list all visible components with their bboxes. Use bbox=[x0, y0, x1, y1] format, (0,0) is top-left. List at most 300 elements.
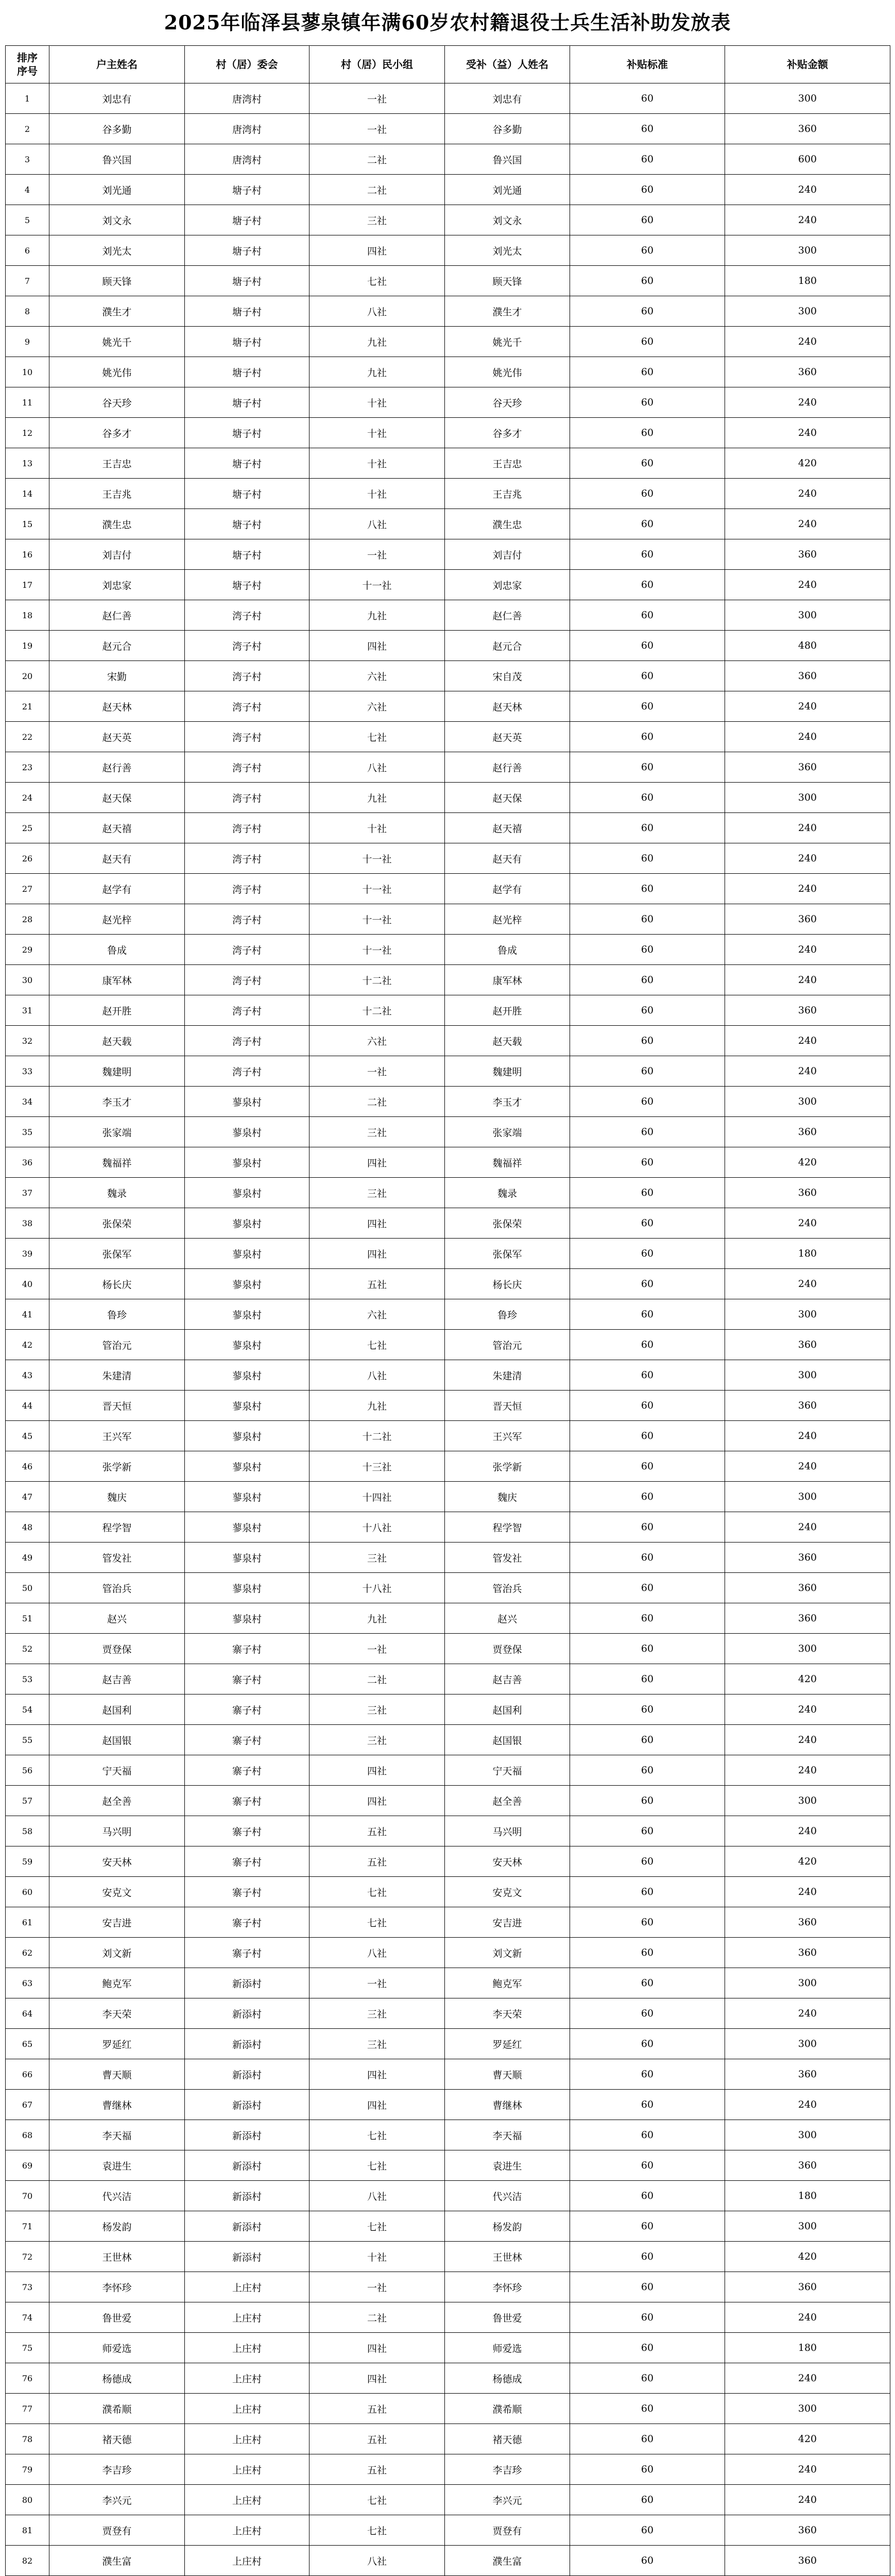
table-row bbox=[6, 1694, 890, 1725]
village-committee-cell: 新添村 bbox=[185, 1968, 309, 1998]
villager-group-cell: 十三社 bbox=[309, 1451, 445, 1482]
table-row bbox=[6, 2211, 890, 2242]
beneficiary-cell: 褚天德 bbox=[445, 2424, 570, 2454]
villager-group-cell: 十一社 bbox=[309, 570, 445, 600]
amount-cell: 240 bbox=[725, 1877, 890, 1907]
seq-cell: 46 bbox=[6, 1451, 49, 1482]
householder-cell: 师爱选 bbox=[49, 2333, 185, 2363]
villager-group-cell: 四社 bbox=[309, 1755, 445, 1786]
beneficiary-cell: 赵天林 bbox=[445, 691, 570, 722]
householder-cell: 刘吉付 bbox=[49, 539, 185, 570]
village-committee-cell: 寨子村 bbox=[185, 1846, 309, 1877]
amount-cell: 360 bbox=[725, 1907, 890, 1938]
village-committee-cell: 蓼泉村 bbox=[185, 1299, 309, 1330]
villager-group-cell: 四社 bbox=[309, 2363, 445, 2394]
standard-cell: 60 bbox=[570, 2211, 725, 2242]
seq-cell: 57 bbox=[6, 1786, 49, 1816]
standard-cell: 60 bbox=[570, 2059, 725, 2090]
householder-cell: 管治兵 bbox=[49, 1573, 185, 1603]
standard-cell: 60 bbox=[570, 1117, 725, 1147]
beneficiary-cell: 罗延红 bbox=[445, 2029, 570, 2059]
village-committee-cell: 寨子村 bbox=[185, 1664, 309, 1694]
villager-group-cell: 八社 bbox=[309, 296, 445, 327]
seq-cell: 5 bbox=[6, 205, 49, 235]
village-committee-cell: 新添村 bbox=[185, 2211, 309, 2242]
seq-cell: 49 bbox=[6, 1543, 49, 1573]
standard-cell: 60 bbox=[570, 995, 725, 1026]
villager-group-cell: 八社 bbox=[309, 2546, 445, 2576]
householder-cell: 刘文新 bbox=[49, 1938, 185, 1968]
table-row bbox=[6, 327, 890, 357]
householder-cell: 濮生富 bbox=[49, 2546, 185, 2576]
villager-group-cell: 二社 bbox=[309, 144, 445, 175]
villager-group-cell: 一社 bbox=[309, 2272, 445, 2302]
seq-cell: 41 bbox=[6, 1299, 49, 1330]
standard-cell: 60 bbox=[570, 418, 725, 448]
beneficiary-cell: 安吉进 bbox=[445, 1907, 570, 1938]
seq-cell: 33 bbox=[6, 1056, 49, 1087]
standard-cell: 60 bbox=[570, 2150, 725, 2181]
beneficiary-cell: 谷多才 bbox=[445, 418, 570, 448]
table-row bbox=[6, 1117, 890, 1147]
standard-cell: 60 bbox=[570, 2272, 725, 2302]
standard-cell: 60 bbox=[570, 1056, 725, 1087]
householder-cell: 魏福祥 bbox=[49, 1147, 185, 1178]
villager-group-cell: 八社 bbox=[309, 1938, 445, 1968]
seq-cell: 50 bbox=[6, 1573, 49, 1603]
village-committee-cell: 蓼泉村 bbox=[185, 1360, 309, 1391]
villager-group-cell: 七社 bbox=[309, 266, 445, 296]
standard-cell: 60 bbox=[570, 2181, 725, 2211]
standard-cell: 60 bbox=[570, 83, 725, 114]
villager-group-cell: 七社 bbox=[309, 2515, 445, 2546]
village-committee-cell: 寨子村 bbox=[185, 1786, 309, 1816]
standard-cell: 60 bbox=[570, 509, 725, 539]
villager-group-cell: 四社 bbox=[309, 631, 445, 661]
village-committee-cell: 湾子村 bbox=[185, 631, 309, 661]
villager-group-cell: 九社 bbox=[309, 783, 445, 813]
village-committee-cell: 湾子村 bbox=[185, 874, 309, 904]
beneficiary-cell: 晋天恒 bbox=[445, 1391, 570, 1421]
amount-cell: 360 bbox=[725, 1330, 890, 1360]
village-committee-cell: 蓼泉村 bbox=[185, 1208, 309, 1239]
standard-cell: 60 bbox=[570, 783, 725, 813]
seq-cell: 36 bbox=[6, 1147, 49, 1178]
village-committee-cell: 湾子村 bbox=[185, 1026, 309, 1056]
amount-cell: 360 bbox=[725, 357, 890, 387]
beneficiary-cell: 杨长庆 bbox=[445, 1269, 570, 1299]
beneficiary-cell: 王世林 bbox=[445, 2242, 570, 2272]
beneficiary-cell: 鲁成 bbox=[445, 935, 570, 965]
beneficiary-cell: 杨德成 bbox=[445, 2363, 570, 2394]
seq-cell: 26 bbox=[6, 843, 49, 874]
householder-cell: 安克文 bbox=[49, 1877, 185, 1907]
table-row bbox=[6, 2485, 890, 2515]
beneficiary-cell: 魏录 bbox=[445, 1178, 570, 1208]
amount-cell: 300 bbox=[725, 1360, 890, 1391]
village-committee-cell: 上庄村 bbox=[185, 2363, 309, 2394]
village-committee-cell: 湾子村 bbox=[185, 935, 309, 965]
standard-cell: 60 bbox=[570, 570, 725, 600]
amount-cell: 420 bbox=[725, 2424, 890, 2454]
table-row bbox=[6, 509, 890, 539]
seq-cell: 42 bbox=[6, 1330, 49, 1360]
householder-cell: 宁天福 bbox=[49, 1755, 185, 1786]
householder-cell: 马兴明 bbox=[49, 1816, 185, 1846]
village-committee-cell: 蓼泉村 bbox=[185, 1147, 309, 1178]
standard-cell: 60 bbox=[570, 1907, 725, 1938]
householder-cell: 安天林 bbox=[49, 1846, 185, 1877]
table-row bbox=[6, 2515, 890, 2546]
beneficiary-cell: 管治兵 bbox=[445, 1573, 570, 1603]
standard-cell: 60 bbox=[570, 1330, 725, 1360]
amount-cell: 360 bbox=[725, 114, 890, 144]
householder-cell: 晋天恒 bbox=[49, 1391, 185, 1421]
table-row bbox=[6, 1208, 890, 1239]
beneficiary-cell: 姚光伟 bbox=[445, 357, 570, 387]
householder-cell: 濮希顺 bbox=[49, 2394, 185, 2424]
village-committee-cell: 塘子村 bbox=[185, 509, 309, 539]
amount-cell: 180 bbox=[725, 2181, 890, 2211]
table-row bbox=[6, 1968, 890, 1998]
seq-cell: 76 bbox=[6, 2363, 49, 2394]
amount-cell: 360 bbox=[725, 1543, 890, 1573]
householder-cell: 刘文永 bbox=[49, 205, 185, 235]
table-row bbox=[6, 1543, 890, 1573]
village-committee-cell: 寨子村 bbox=[185, 1877, 309, 1907]
householder-cell: 赵天保 bbox=[49, 783, 185, 813]
villager-group-cell: 七社 bbox=[309, 2120, 445, 2150]
village-committee-cell: 蓼泉村 bbox=[185, 1178, 309, 1208]
standard-cell: 60 bbox=[570, 1026, 725, 1056]
seq-cell: 31 bbox=[6, 995, 49, 1026]
seq-cell: 27 bbox=[6, 874, 49, 904]
beneficiary-cell: 朱建清 bbox=[445, 1360, 570, 1391]
householder-cell: 顾天锋 bbox=[49, 266, 185, 296]
seq-cell: 1 bbox=[6, 83, 49, 114]
seq-cell: 45 bbox=[6, 1421, 49, 1451]
beneficiary-cell: 张保荣 bbox=[445, 1208, 570, 1239]
table-row bbox=[6, 418, 890, 448]
beneficiary-cell: 赵天有 bbox=[445, 843, 570, 874]
amount-cell: 240 bbox=[725, 722, 890, 752]
beneficiary-cell: 鲁世爱 bbox=[445, 2302, 570, 2333]
villager-group-cell: 三社 bbox=[309, 1178, 445, 1208]
standard-cell: 60 bbox=[570, 539, 725, 570]
table-row bbox=[6, 387, 890, 418]
seq-cell: 55 bbox=[6, 1725, 49, 1755]
village-committee-cell: 蓼泉村 bbox=[185, 1391, 309, 1421]
seq-cell: 63 bbox=[6, 1968, 49, 1998]
table-row bbox=[6, 1087, 890, 1117]
beneficiary-cell: 李怀珍 bbox=[445, 2272, 570, 2302]
table-row bbox=[6, 752, 890, 783]
villager-group-cell: 二社 bbox=[309, 2302, 445, 2333]
village-committee-cell: 蓼泉村 bbox=[185, 1543, 309, 1573]
village-committee-cell: 蓼泉村 bbox=[185, 1603, 309, 1634]
beneficiary-cell: 刘文永 bbox=[445, 205, 570, 235]
villager-group-cell: 一社 bbox=[309, 539, 445, 570]
table-row bbox=[6, 205, 890, 235]
amount-cell: 300 bbox=[725, 1786, 890, 1816]
table-row bbox=[6, 2546, 890, 2576]
householder-cell: 谷天珍 bbox=[49, 387, 185, 418]
standard-cell: 60 bbox=[570, 1391, 725, 1421]
householder-cell: 赵行善 bbox=[49, 752, 185, 783]
seq-cell: 70 bbox=[6, 2181, 49, 2211]
beneficiary-cell: 赵天英 bbox=[445, 722, 570, 752]
beneficiary-cell: 赵开胜 bbox=[445, 995, 570, 1026]
villager-group-cell: 五社 bbox=[309, 2394, 445, 2424]
table-row bbox=[6, 2150, 890, 2181]
beneficiary-cell: 曹天顺 bbox=[445, 2059, 570, 2090]
villager-group-cell: 四社 bbox=[309, 2333, 445, 2363]
beneficiary-cell: 李天荣 bbox=[445, 1998, 570, 2029]
standard-cell: 60 bbox=[570, 843, 725, 874]
villager-group-cell: 六社 bbox=[309, 1299, 445, 1330]
table-row bbox=[6, 2029, 890, 2059]
villager-group-cell: 八社 bbox=[309, 509, 445, 539]
householder-cell: 濮生忠 bbox=[49, 509, 185, 539]
standard-cell: 60 bbox=[570, 2120, 725, 2150]
beneficiary-cell: 贾登保 bbox=[445, 1634, 570, 1664]
table-row bbox=[6, 1512, 890, 1543]
seq-cell: 47 bbox=[6, 1482, 49, 1512]
village-committee-cell: 塘子村 bbox=[185, 327, 309, 357]
beneficiary-cell: 濮生才 bbox=[445, 296, 570, 327]
amount-cell: 360 bbox=[725, 539, 890, 570]
standard-cell: 60 bbox=[570, 2394, 725, 2424]
village-committee-cell: 蓼泉村 bbox=[185, 1269, 309, 1299]
householder-cell: 曹天顺 bbox=[49, 2059, 185, 2090]
villager-group-cell: 七社 bbox=[309, 722, 445, 752]
table-row bbox=[6, 1421, 890, 1451]
householder-cell: 赵天英 bbox=[49, 722, 185, 752]
amount-cell: 240 bbox=[725, 2090, 890, 2120]
amount-cell: 300 bbox=[725, 1634, 890, 1664]
villager-group-cell: 十二社 bbox=[309, 965, 445, 995]
beneficiary-cell: 谷天珍 bbox=[445, 387, 570, 418]
seq-cell: 73 bbox=[6, 2272, 49, 2302]
amount-cell: 240 bbox=[725, 387, 890, 418]
table-header-row bbox=[6, 46, 890, 83]
villager-group-cell: 二社 bbox=[309, 1664, 445, 1694]
table-row bbox=[6, 1907, 890, 1938]
amount-cell: 360 bbox=[725, 1178, 890, 1208]
table-row bbox=[6, 1299, 890, 1330]
amount-cell: 300 bbox=[725, 2120, 890, 2150]
villager-group-cell: 十社 bbox=[309, 2242, 445, 2272]
table-row bbox=[6, 296, 890, 327]
standard-cell: 60 bbox=[570, 1664, 725, 1694]
amount-cell: 240 bbox=[725, 1269, 890, 1299]
table-row bbox=[6, 2302, 890, 2333]
householder-cell: 鲁世爱 bbox=[49, 2302, 185, 2333]
villager-group-cell: 十一社 bbox=[309, 874, 445, 904]
village-committee-cell: 塘子村 bbox=[185, 235, 309, 266]
amount-cell: 240 bbox=[725, 418, 890, 448]
householder-cell: 程学智 bbox=[49, 1512, 185, 1543]
seq-cell: 30 bbox=[6, 965, 49, 995]
villager-group-cell: 三社 bbox=[309, 1694, 445, 1725]
header-villager-group: 村（居）民小组 bbox=[309, 46, 445, 83]
seq-cell: 38 bbox=[6, 1208, 49, 1239]
village-committee-cell: 蓼泉村 bbox=[185, 1239, 309, 1269]
table-row bbox=[6, 2394, 890, 2424]
table-row bbox=[6, 1391, 890, 1421]
table-row bbox=[6, 1603, 890, 1634]
table-row bbox=[6, 114, 890, 144]
table-row bbox=[6, 2090, 890, 2120]
seq-cell: 29 bbox=[6, 935, 49, 965]
villager-group-cell: 十一社 bbox=[309, 935, 445, 965]
seq-cell: 7 bbox=[6, 266, 49, 296]
village-committee-cell: 塘子村 bbox=[185, 539, 309, 570]
amount-cell: 240 bbox=[725, 479, 890, 509]
villager-group-cell: 三社 bbox=[309, 1543, 445, 1573]
standard-cell: 60 bbox=[570, 661, 725, 691]
villager-group-cell: 二社 bbox=[309, 175, 445, 205]
seq-cell: 71 bbox=[6, 2211, 49, 2242]
householder-cell: 濮生才 bbox=[49, 296, 185, 327]
villager-group-cell: 十八社 bbox=[309, 1573, 445, 1603]
seq-cell: 66 bbox=[6, 2059, 49, 2090]
seq-cell: 28 bbox=[6, 904, 49, 935]
standard-cell: 60 bbox=[570, 448, 725, 479]
amount-cell: 360 bbox=[725, 1573, 890, 1603]
householder-cell: 安吉进 bbox=[49, 1907, 185, 1938]
householder-cell: 管发社 bbox=[49, 1543, 185, 1573]
seq-cell: 59 bbox=[6, 1846, 49, 1877]
table-row bbox=[6, 661, 890, 691]
village-committee-cell: 蓼泉村 bbox=[185, 1117, 309, 1147]
standard-cell: 60 bbox=[570, 1482, 725, 1512]
table-row bbox=[6, 965, 890, 995]
village-committee-cell: 湾子村 bbox=[185, 813, 309, 843]
amount-cell: 360 bbox=[725, 995, 890, 1026]
table-row bbox=[6, 874, 890, 904]
standard-cell: 60 bbox=[570, 965, 725, 995]
seq-cell: 16 bbox=[6, 539, 49, 570]
standard-cell: 60 bbox=[570, 1694, 725, 1725]
table-row bbox=[6, 1239, 890, 1269]
amount-cell: 240 bbox=[725, 935, 890, 965]
table-row bbox=[6, 479, 890, 509]
table-row bbox=[6, 2181, 890, 2211]
seq-cell: 62 bbox=[6, 1938, 49, 1968]
village-committee-cell: 新添村 bbox=[185, 2090, 309, 2120]
table-row bbox=[6, 783, 890, 813]
seq-cell: 14 bbox=[6, 479, 49, 509]
householder-cell: 康军林 bbox=[49, 965, 185, 995]
householder-cell: 姚光千 bbox=[49, 327, 185, 357]
village-committee-cell: 湾子村 bbox=[185, 995, 309, 1026]
villager-group-cell: 五社 bbox=[309, 1816, 445, 1846]
villager-group-cell: 二社 bbox=[309, 1087, 445, 1117]
village-committee-cell: 湾子村 bbox=[185, 843, 309, 874]
householder-cell: 赵学有 bbox=[49, 874, 185, 904]
standard-cell: 60 bbox=[570, 114, 725, 144]
seq-cell: 81 bbox=[6, 2515, 49, 2546]
standard-cell: 60 bbox=[570, 2302, 725, 2333]
header-beneficiary: 受补（益）人姓名 bbox=[445, 46, 570, 83]
beneficiary-cell: 宋自茂 bbox=[445, 661, 570, 691]
amount-cell: 420 bbox=[725, 1846, 890, 1877]
standard-cell: 60 bbox=[570, 1360, 725, 1391]
seq-cell: 61 bbox=[6, 1907, 49, 1938]
villager-group-cell: 四社 bbox=[309, 2059, 445, 2090]
villager-group-cell: 三社 bbox=[309, 1998, 445, 2029]
village-committee-cell: 湾子村 bbox=[185, 752, 309, 783]
village-committee-cell: 寨子村 bbox=[185, 1938, 309, 1968]
householder-cell: 贾登有 bbox=[49, 2515, 185, 2546]
householder-cell: 赵吉善 bbox=[49, 1664, 185, 1694]
standard-cell: 60 bbox=[570, 1846, 725, 1877]
seq-cell: 75 bbox=[6, 2333, 49, 2363]
seq-cell: 20 bbox=[6, 661, 49, 691]
villager-group-cell: 七社 bbox=[309, 2485, 445, 2515]
standard-cell: 60 bbox=[570, 1208, 725, 1239]
seq-cell: 9 bbox=[6, 327, 49, 357]
standard-cell: 60 bbox=[570, 1877, 725, 1907]
villager-group-cell: 五社 bbox=[309, 1846, 445, 1877]
villager-group-cell: 七社 bbox=[309, 2150, 445, 2181]
householder-cell: 袁进生 bbox=[49, 2150, 185, 2181]
amount-cell: 240 bbox=[725, 1026, 890, 1056]
beneficiary-cell: 张学新 bbox=[445, 1451, 570, 1482]
village-committee-cell: 蓼泉村 bbox=[185, 1512, 309, 1543]
village-committee-cell: 新添村 bbox=[185, 2120, 309, 2150]
village-committee-cell: 蓼泉村 bbox=[185, 1087, 309, 1117]
table-row bbox=[6, 1938, 890, 1968]
amount-cell: 180 bbox=[725, 266, 890, 296]
householder-cell: 赵天有 bbox=[49, 843, 185, 874]
beneficiary-cell: 赵国利 bbox=[445, 1694, 570, 1725]
seq-cell: 34 bbox=[6, 1087, 49, 1117]
seq-cell: 21 bbox=[6, 691, 49, 722]
beneficiary-cell: 贾登有 bbox=[445, 2515, 570, 2546]
seq-cell: 82 bbox=[6, 2546, 49, 2576]
seq-cell: 13 bbox=[6, 448, 49, 479]
amount-cell: 300 bbox=[725, 1087, 890, 1117]
villager-group-cell: 十二社 bbox=[309, 995, 445, 1026]
householder-cell: 管治元 bbox=[49, 1330, 185, 1360]
beneficiary-cell: 师爱选 bbox=[445, 2333, 570, 2363]
amount-cell: 300 bbox=[725, 83, 890, 114]
seq-cell: 77 bbox=[6, 2394, 49, 2424]
householder-cell: 曹继林 bbox=[49, 2090, 185, 2120]
seq-cell: 10 bbox=[6, 357, 49, 387]
standard-cell: 60 bbox=[570, 266, 725, 296]
standard-cell: 60 bbox=[570, 904, 725, 935]
standard-cell: 60 bbox=[570, 1512, 725, 1543]
village-committee-cell: 蓼泉村 bbox=[185, 1451, 309, 1482]
villager-group-cell: 九社 bbox=[309, 327, 445, 357]
beneficiary-cell: 刘文新 bbox=[445, 1938, 570, 1968]
seq-cell: 35 bbox=[6, 1117, 49, 1147]
seq-cell: 79 bbox=[6, 2454, 49, 2485]
villager-group-cell: 七社 bbox=[309, 2211, 445, 2242]
amount-cell: 240 bbox=[725, 1816, 890, 1846]
householder-cell: 李玉才 bbox=[49, 1087, 185, 1117]
householder-cell: 李兴元 bbox=[49, 2485, 185, 2515]
villager-group-cell: 十四社 bbox=[309, 1482, 445, 1512]
village-committee-cell: 唐湾村 bbox=[185, 83, 309, 114]
table-row bbox=[6, 175, 890, 205]
beneficiary-cell: 姚光千 bbox=[445, 327, 570, 357]
standard-cell: 60 bbox=[570, 1786, 725, 1816]
amount-cell: 360 bbox=[725, 1391, 890, 1421]
